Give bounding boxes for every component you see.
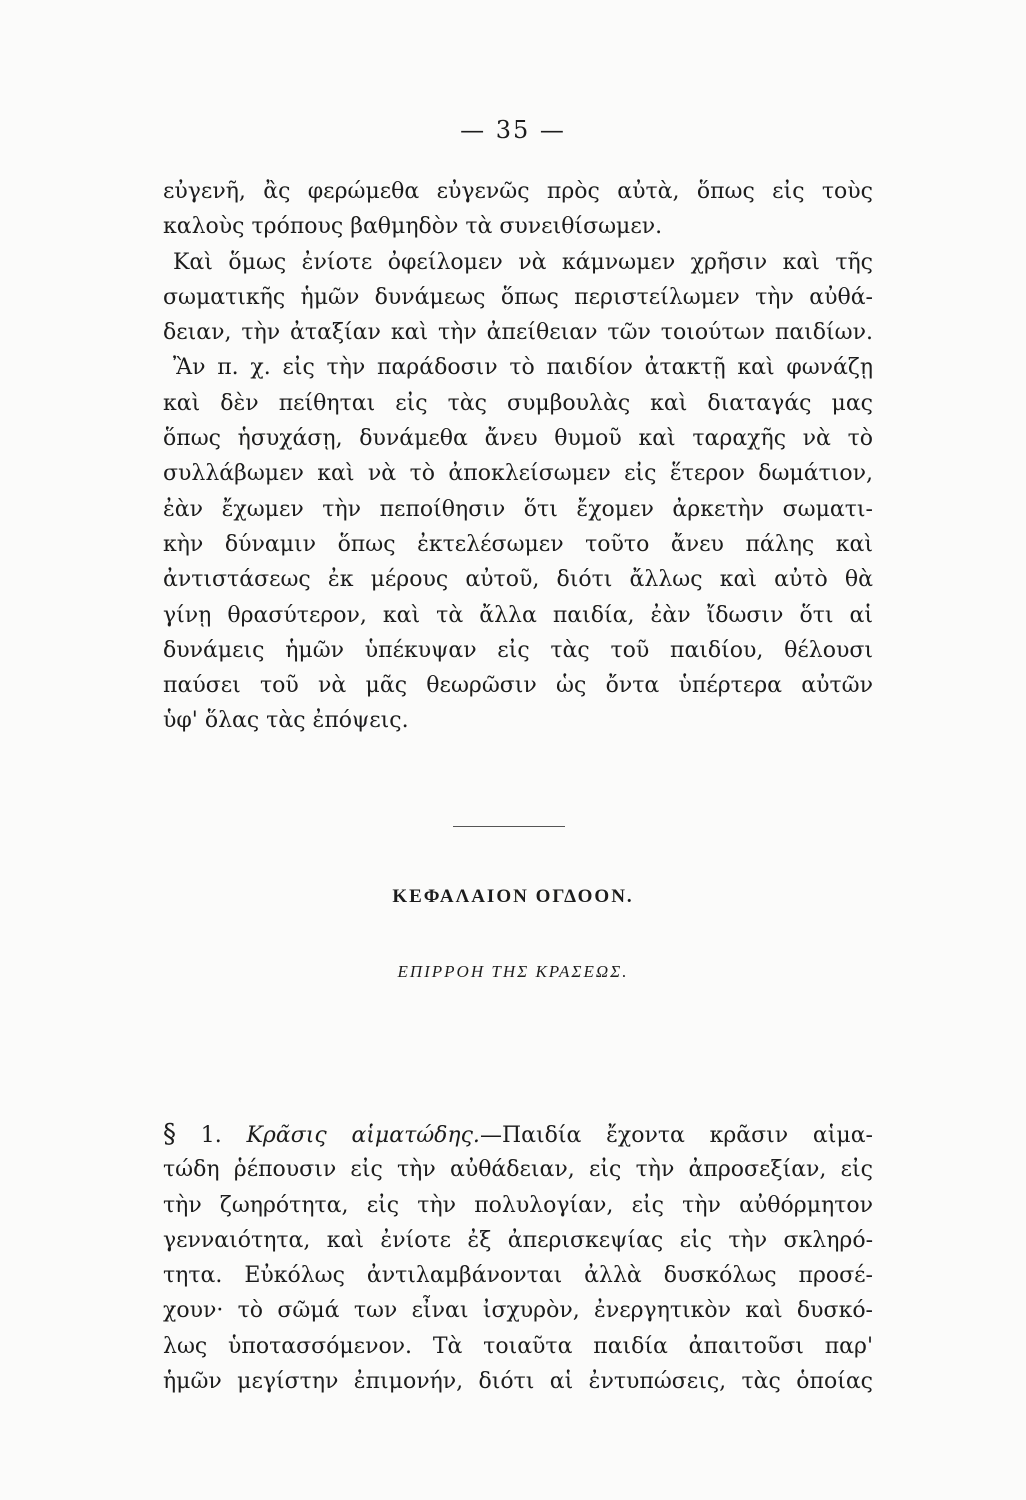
paragraph-2	[163, 1117, 873, 1399]
text-line: χουν· τὸ σῶμά των εἶναι ἰσχυρὸν, ἐνεργητικὸν καὶ δυσκό-	[163, 1298, 873, 1324]
text-line: ἡμῶν μεγίστην ἐπιμονήν, διότι αἱ ἐντυπώσεις, τὰς ὁποίας	[163, 1369, 873, 1395]
section-dash: —	[479, 1123, 502, 1148]
section-heading-line	[163, 1117, 873, 1152]
text-line: Ἂν π. χ. εἰς τὴν παράδοσιν τὸ παιδίον ἀτακτῇ καὶ φωνάζῃ	[173, 355, 873, 381]
chapter-title: ΚΕΦΑΛΑΙΟΝ ΟΓΔΟΟΝ.	[392, 886, 634, 907]
text-line: δυνάμεις ἡμῶν ὑπέκυψαν εἰς τὰς τοῦ παιδίου, θέλουσι	[163, 637, 873, 663]
text-line: κὴν δύναμιν ὅπως ἐκτελέσωμεν τοῦτο ἄνευ πάλης καὶ	[163, 531, 873, 557]
section-divider	[453, 826, 565, 827]
text-line: λως ὑποτασσόμενον. Τὰ τοιαῦτα παιδία ἀπαιτοῦσι παρ'	[163, 1333, 873, 1359]
text-line: καὶ δὲν πείθηται εἰς τὰς συμβουλὰς καὶ διαταγάς μας	[163, 390, 873, 416]
text-line: ἀντιστάσεως ἐκ μέρους αὐτοῦ, διότι ἄλλως καὶ αὐτὸ θὰ	[163, 567, 873, 593]
text-line: τώδη ῥέπουσιν εἰς τὴν αὐθάδειαν, εἰς τὴν ἀπροσεξίαν, εἰς	[163, 1157, 873, 1183]
text-line: ἐὰν ἔχωμεν τὴν πεποίθησιν ὅτι ἔχομεν ἀρκετὴν σωματι-	[163, 496, 873, 522]
text-line: τὴν ζωηρότητα, εἰς τὴν πολυλογίαν, εἰς τὴν αὐθόρμητον	[163, 1192, 873, 1218]
paragraph-1	[163, 174, 873, 739]
text-line: ὑφ' ὅλας τὰς ἐπόψεις.	[163, 708, 409, 734]
text-line: παύσει τοῦ νὰ μᾶς θεωρῶσιν ὡς ὄντα ὑπέρτερα αὐτῶν	[163, 673, 873, 699]
text-line: εὐγενῆ, ἂς φερώμεθα εὐγενῶς πρὸς αὐτὰ, ὅπως εἰς τοὺς	[163, 179, 873, 204]
text-line: γενναιότητα, καὶ ἐνίοτε ἐξ ἀπερισκεψίας εἰς τὴν σκληρό-	[163, 1227, 873, 1253]
text-line: σωματικῆς ἡμῶν δυνάμεως ὅπως περιστείλωμεν τὴν αὐθά-	[163, 284, 873, 310]
text-line: συλλάβωμεν καὶ νὰ τὸ ἀποκλείσωμεν εἰς ἕτερον δωμάτιον,	[163, 461, 873, 487]
text-line: καλοὺς τρόπους βαθμηδὸν τὰ συνειθίσωμεν.	[163, 214, 663, 240]
chapter-subtitle: ΕΠΙΡΡΟΗ ΤΗΣ ΚΡΑΣΕΩΣ.	[397, 962, 629, 981]
section-heading: Κρᾶσις αἱματώδης.	[246, 1123, 480, 1148]
text-line: γίνῃ θρασύτερον, καὶ τὰ ἄλλα παιδία, ἐὰν ἴδωσιν ὅτι αἱ	[163, 602, 873, 628]
text-line: Καὶ ὅμως ἐνίοτε ὀφείλομεν νὰ κάμνωμεν χρῆσιν καὶ τῆς	[173, 249, 873, 275]
section-number: 1.	[200, 1123, 222, 1148]
text-line: δειαν, τὴν ἀταξίαν καὶ τὴν ἀπείθειαν τῶν τοιούτων παιδίων.	[163, 320, 873, 346]
section-first-line-text: Παιδία ἔχοντα κρᾶσιν αἱμα-	[501, 1123, 873, 1148]
page-number: — 35 —	[460, 116, 566, 144]
text-line: ὅπως ἡσυχάσῃ, δυνάμεθα ἄνευ θυμοῦ καὶ ταραχῆς νὰ τὸ	[163, 426, 873, 452]
section-sign: §	[163, 1119, 176, 1149]
text-line: τητα. Εὐκόλως ἀντιλαμβάνονται ἀλλὰ δυσκόλως προσέ-	[163, 1263, 873, 1289]
